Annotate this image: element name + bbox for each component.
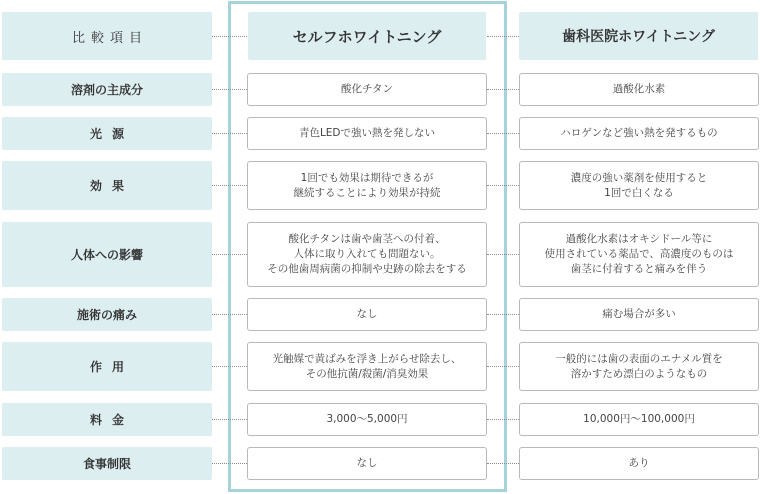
connector-line	[212, 366, 247, 367]
row-label-main-ingredient: 溶剤の主成分	[2, 73, 212, 106]
dental-cell-action: 一般的には歯の表面のエナメル質を 溶かすため漂白のようなもの	[519, 342, 759, 391]
connector-line	[487, 89, 519, 90]
connector-line	[212, 419, 247, 420]
self-cell-diet-restriction: なし	[247, 447, 487, 480]
self-cell-effect: 1回でも効果は期待できるが 継続することにより効果が持続	[247, 161, 487, 210]
connector-line	[212, 133, 247, 134]
connector-line	[487, 254, 519, 255]
row-label-health-impact: 人体への影響	[2, 222, 212, 287]
dental-cell-treatment-pain: 痛む場合が多い	[519, 298, 759, 331]
connector-line	[212, 463, 247, 464]
connector-line	[212, 185, 247, 186]
connector-line	[212, 36, 247, 37]
self-cell-price: 3,000〜5,000円	[247, 403, 487, 436]
row-label-treatment-pain: 施術の痛み	[2, 298, 212, 331]
row-label-effect: 効果	[2, 161, 212, 210]
connector-line	[487, 36, 519, 37]
dental-cell-main-ingredient: 過酸化水素	[519, 73, 759, 106]
self-cell-action: 光触媒で黄ばみを浮き上がらせ除去し、 その他抗菌/殺菌/消臭効果	[247, 342, 487, 391]
self-cell-light-source: 青色LEDで強い熱を発しない	[247, 117, 487, 150]
row-label-price: 料金	[2, 403, 212, 436]
connector-line	[487, 419, 519, 420]
header-self-whitening: セルフホワイトニング	[248, 12, 486, 60]
header-dental-whitening: 歯科医院ホワイトニング	[519, 12, 758, 60]
connector-line	[212, 89, 247, 90]
self-cell-treatment-pain: なし	[247, 298, 487, 331]
self-cell-health-impact: 酸化チタンは歯や歯茎への付着、 人体に取り入れても問題ない。 その他歯周病菌の抑制や史跡の除去をする	[247, 222, 487, 287]
dental-cell-light-source: ハロゲンなど強い熱を発するもの	[519, 117, 759, 150]
dental-cell-price: 10,000円〜100,000円	[519, 403, 759, 436]
header-label-comparison-item: 比較項目	[2, 12, 212, 60]
connector-line	[487, 366, 519, 367]
connector-line	[487, 185, 519, 186]
dental-cell-health-impact: 過酸化水素はオキシドール等に 使用されている薬品で、高濃度のものは 歯茎に付着すると痛みを伴う	[519, 222, 759, 287]
connector-line	[487, 463, 519, 464]
row-label-action: 作用	[2, 342, 212, 391]
connector-line	[487, 314, 519, 315]
connector-line	[212, 254, 247, 255]
connector-line	[212, 314, 247, 315]
connector-line	[487, 133, 519, 134]
dental-cell-diet-restriction: あり	[519, 447, 759, 480]
dental-cell-effect: 濃度の強い薬剤を使用すると 1回で白くなる	[519, 161, 759, 210]
self-cell-main-ingredient: 酸化チタン	[247, 73, 487, 106]
row-label-light-source: 光源	[2, 117, 212, 150]
row-label-diet-restriction: 食事制限	[2, 447, 212, 480]
